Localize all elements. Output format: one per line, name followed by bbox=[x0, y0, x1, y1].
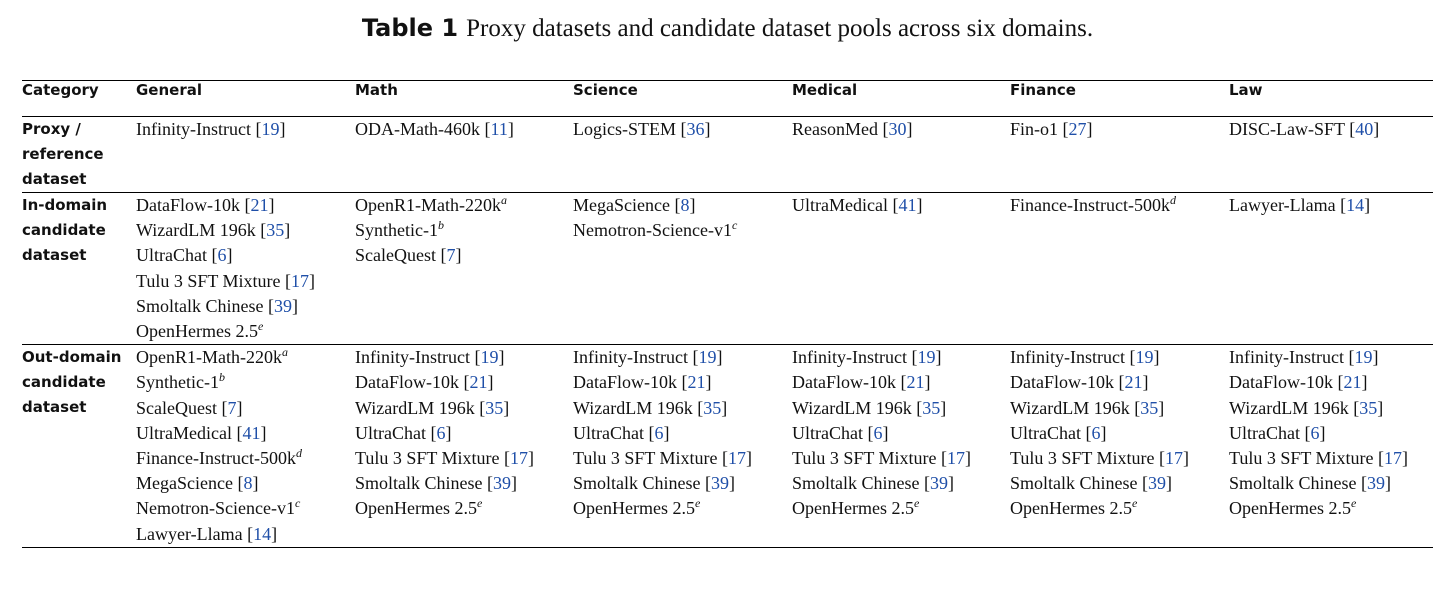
header-medical: Medical bbox=[792, 81, 1010, 117]
dataset-entry: UltraMedical [41] bbox=[136, 422, 267, 443]
dataset-entry: ScaleQuest [7] bbox=[136, 397, 243, 418]
datasets-table bbox=[22, 80, 1433, 548]
dataset-entry bbox=[136, 496, 355, 521]
dataset-entry bbox=[1010, 496, 1229, 521]
footnote-marker: e bbox=[1350, 496, 1357, 511]
category-line: Out-domain bbox=[22, 348, 122, 367]
dataset-entry: DISC-Law-SFT [40] bbox=[1229, 119, 1380, 139]
cell-medical bbox=[792, 117, 1010, 193]
cell-general bbox=[136, 345, 355, 548]
dataset-entry: UltraChat [6] bbox=[355, 422, 452, 443]
dataset-name: DataFlow-10k bbox=[355, 372, 459, 393]
dataset-entry: DataFlow-10k [21] bbox=[355, 372, 494, 393]
dataset-entry: Infinity-Instruct [19] bbox=[792, 347, 942, 368]
dataset-name: Finance-Instruct-500k bbox=[136, 448, 296, 469]
dataset-name: OpenR1-Math-220k bbox=[355, 195, 501, 215]
dataset-entry: Fin-o1 [27] bbox=[1010, 119, 1093, 139]
citation-link[interactable]: 17 bbox=[947, 448, 966, 469]
cell-finance bbox=[1010, 117, 1229, 193]
dataset-entry: Lawyer-Llama [14] bbox=[1229, 195, 1371, 215]
citation-link[interactable]: 19 bbox=[1135, 347, 1154, 368]
dataset-entry: WizardLM 196k [35] bbox=[573, 397, 728, 418]
citation-link[interactable]: 39 bbox=[493, 473, 511, 494]
in-domain-row bbox=[22, 193, 1433, 345]
dataset-entry: DataFlow-10k [21] bbox=[792, 372, 931, 393]
dataset-entry: WizardLM 196k [35] bbox=[792, 397, 947, 418]
header-row bbox=[22, 81, 1433, 117]
dataset-name: Nemotron-Science-v1 bbox=[136, 498, 295, 519]
cell-science bbox=[573, 345, 792, 548]
category-cell bbox=[22, 345, 136, 548]
dataset-name: OpenHermes 2.5 bbox=[136, 321, 258, 342]
citation-link[interactable]: 6 bbox=[1310, 422, 1320, 443]
dataset-entry: DataFlow-10k [21] bbox=[573, 372, 712, 393]
citation-link[interactable]: 14 bbox=[253, 523, 272, 544]
dataset-name: Infinity-Instruct bbox=[1010, 347, 1125, 368]
dataset-name: Infinity-Instruct bbox=[792, 347, 907, 368]
footnote-marker: e bbox=[257, 319, 264, 334]
dataset-name: ScaleQuest bbox=[136, 397, 217, 418]
proxy-reference-row bbox=[22, 117, 1433, 193]
dataset-name: Finance-Instruct-500k bbox=[1010, 195, 1170, 215]
footnote-marker: e bbox=[476, 496, 483, 511]
header-math: Math bbox=[355, 81, 573, 117]
dataset-name: UltraChat bbox=[573, 422, 644, 443]
caption-text: Proxy datasets and candidate dataset pools across six domains. bbox=[466, 15, 1094, 42]
footnote-marker: a bbox=[500, 193, 507, 207]
dataset-entry: UltraChat [6] bbox=[792, 422, 889, 443]
footnote-marker: b bbox=[219, 370, 225, 385]
citation-link[interactable]: 21 bbox=[1124, 372, 1143, 393]
dataset-name: Nemotron-Science-v1 bbox=[573, 220, 732, 241]
dataset-name: OpenHermes 2.5 bbox=[573, 498, 695, 519]
cell-math bbox=[355, 193, 573, 345]
dataset-name: Synthetic-1 bbox=[136, 372, 219, 393]
header-finance: Finance bbox=[1010, 81, 1229, 117]
dataset-name: UltraMedical bbox=[136, 422, 232, 443]
citation-link[interactable]: 11 bbox=[490, 119, 508, 139]
dataset-name: DISC-Law-SFT bbox=[1229, 119, 1345, 139]
dataset-name: WizardLM 196k bbox=[573, 397, 693, 418]
table-label: Table 1 bbox=[361, 14, 459, 42]
dataset-name: Tulu 3 SFT Mixture bbox=[355, 448, 500, 469]
category-line: dataset bbox=[22, 398, 87, 417]
dataset-entry: MegaScience [8] bbox=[573, 195, 696, 215]
cell-math bbox=[355, 345, 573, 548]
dataset-name: Logics-STEM bbox=[573, 119, 676, 139]
citation-link[interactable]: 39 bbox=[711, 473, 729, 494]
dataset-name: UltraChat bbox=[355, 422, 426, 443]
dataset-name: Tulu 3 SFT Mixture bbox=[573, 448, 718, 469]
citation-link[interactable]: 6 bbox=[1091, 422, 1101, 443]
citation-link[interactable]: 19 bbox=[1354, 347, 1373, 368]
dataset-entry: WizardLM 196k [35] bbox=[1229, 397, 1384, 418]
dataset-entry: Tulu 3 SFT Mixture [17] bbox=[355, 448, 535, 469]
dataset-entry bbox=[1010, 193, 1229, 218]
citation-link[interactable]: 19 bbox=[261, 119, 280, 139]
dataset-entry: WizardLM 196k [35] bbox=[1010, 397, 1165, 418]
dataset-name: UltraChat bbox=[1010, 422, 1081, 443]
dataset-name: Fin-o1 bbox=[1010, 119, 1059, 139]
category-line: Proxy / bbox=[22, 120, 81, 138]
footnote-marker: d bbox=[1169, 193, 1176, 207]
citation-link[interactable]: 17 bbox=[510, 448, 529, 469]
dataset-name: Synthetic-1 bbox=[355, 220, 438, 241]
dataset-entry: Infinity-Instruct [19] bbox=[573, 347, 723, 368]
dataset-name: DataFlow-10k bbox=[792, 372, 896, 393]
dataset-entry bbox=[355, 496, 573, 521]
dataset-name: Tulu 3 SFT Mixture bbox=[1229, 448, 1374, 469]
dataset-name: OpenR1-Math-220k bbox=[136, 347, 282, 368]
citation-link[interactable]: 7 bbox=[227, 397, 237, 418]
cell-law bbox=[1229, 117, 1433, 193]
dataset-name: WizardLM 196k bbox=[1010, 397, 1130, 418]
dataset-name: Smoltalk Chinese bbox=[1229, 473, 1357, 494]
dataset-entry bbox=[136, 370, 355, 395]
dataset-entry: Smoltalk Chinese [39] bbox=[1229, 473, 1391, 494]
category-line: candidate bbox=[22, 221, 106, 239]
dataset-entry: DataFlow-10k [21] bbox=[1010, 372, 1149, 393]
dataset-name: OpenHermes 2.5 bbox=[792, 498, 914, 519]
citation-link[interactable]: 17 bbox=[1165, 448, 1184, 469]
citation-link[interactable]: 8 bbox=[680, 195, 690, 215]
dataset-name: DataFlow-10k bbox=[1010, 372, 1114, 393]
citation-link[interactable]: 6 bbox=[873, 422, 883, 443]
category-line: dataset bbox=[22, 246, 87, 264]
dataset-entry: DataFlow-10k [21] bbox=[1229, 372, 1368, 393]
dataset-name: OpenHermes 2.5 bbox=[1229, 498, 1351, 519]
cell-math bbox=[355, 117, 573, 193]
dataset-entry: Infinity-Instruct [19] bbox=[1229, 347, 1379, 368]
dataset-entry: UltraChat [6] bbox=[1229, 422, 1326, 443]
dataset-name: Smoltalk Chinese bbox=[136, 295, 264, 316]
dataset-entry bbox=[355, 218, 573, 243]
dataset-name: Infinity-Instruct bbox=[1229, 347, 1344, 368]
dataset-name: Smoltalk Chinese bbox=[1010, 473, 1138, 494]
dataset-name: Smoltalk Chinese bbox=[355, 473, 483, 494]
citation-link[interactable]: 35 bbox=[922, 397, 941, 418]
citation-link[interactable]: 39 bbox=[274, 295, 292, 316]
dataset-name: UltraChat bbox=[792, 422, 863, 443]
citation-link[interactable]: 21 bbox=[250, 195, 269, 215]
cell-finance bbox=[1010, 193, 1229, 345]
footnote-marker: e bbox=[913, 496, 920, 511]
dataset-entry: Tulu 3 SFT Mixture [17] bbox=[792, 448, 972, 469]
footnote-marker: e bbox=[694, 496, 701, 511]
citation-link[interactable]: 6 bbox=[217, 245, 227, 266]
dataset-name: Tulu 3 SFT Mixture bbox=[136, 270, 281, 291]
dataset-entry bbox=[355, 193, 573, 218]
cell-law bbox=[1229, 193, 1433, 345]
category-line: dataset bbox=[22, 170, 87, 188]
footnote-marker: d bbox=[295, 446, 302, 461]
dataset-name: ODA-Math-460k bbox=[355, 119, 480, 139]
dataset-name: WizardLM 196k bbox=[136, 220, 256, 241]
citation-link[interactable]: 41 bbox=[898, 195, 917, 215]
header-category: Category bbox=[22, 81, 136, 117]
citation-link[interactable]: 19 bbox=[917, 347, 936, 368]
category-line: reference bbox=[22, 145, 104, 163]
dataset-entry: MegaScience [8] bbox=[136, 473, 259, 494]
category-cell bbox=[22, 117, 136, 193]
dataset-name: ReasonMed bbox=[792, 119, 878, 139]
dataset-name: WizardLM 196k bbox=[792, 397, 912, 418]
citation-link[interactable]: 35 bbox=[703, 397, 722, 418]
dataset-entry: WizardLM 196k [35] bbox=[355, 397, 510, 418]
dataset-entry bbox=[573, 218, 792, 243]
dataset-name: Infinity-Instruct bbox=[136, 119, 251, 139]
dataset-name: Lawyer-Llama bbox=[1229, 195, 1336, 215]
dataset-entry: Smoltalk Chinese [39] bbox=[792, 473, 954, 494]
dataset-entry: DataFlow-10k [21] bbox=[136, 195, 275, 215]
citation-link[interactable]: 35 bbox=[1359, 397, 1378, 418]
citation-link[interactable]: 40 bbox=[1355, 119, 1374, 139]
citation-link[interactable]: 6 bbox=[436, 422, 446, 443]
dataset-name: UltraMedical bbox=[792, 195, 888, 215]
citation-link[interactable]: 14 bbox=[1346, 195, 1365, 215]
dataset-entry: Smoltalk Chinese [39] bbox=[136, 295, 298, 316]
citation-link[interactable]: 17 bbox=[728, 448, 747, 469]
cell-general bbox=[136, 193, 355, 345]
dataset-name: WizardLM 196k bbox=[355, 397, 475, 418]
dataset-name: UltraChat bbox=[1229, 422, 1300, 443]
cell-science bbox=[573, 193, 792, 345]
dataset-name: DataFlow-10k bbox=[136, 195, 240, 215]
dataset-name: Infinity-Instruct bbox=[573, 347, 688, 368]
citation-link[interactable]: 35 bbox=[266, 220, 285, 241]
dataset-name: Tulu 3 SFT Mixture bbox=[1010, 448, 1155, 469]
dataset-entry: WizardLM 196k [35] bbox=[136, 220, 291, 241]
dataset-name: MegaScience bbox=[573, 195, 670, 215]
citation-link[interactable]: 36 bbox=[686, 119, 705, 139]
cell-general bbox=[136, 117, 355, 193]
dataset-name: OpenHermes 2.5 bbox=[1010, 498, 1132, 519]
dataset-entry bbox=[792, 496, 1010, 521]
dataset-entry: Smoltalk Chinese [39] bbox=[1010, 473, 1172, 494]
citation-link[interactable]: 17 bbox=[1384, 448, 1403, 469]
out-domain-row bbox=[22, 345, 1433, 548]
dataset-entry: Logics-STEM [36] bbox=[573, 119, 711, 139]
citation-link[interactable]: 39 bbox=[930, 473, 948, 494]
citation-link[interactable]: 41 bbox=[242, 422, 261, 443]
category-line: In-domain bbox=[22, 196, 108, 214]
cell-medical bbox=[792, 193, 1010, 345]
citation-link[interactable]: 30 bbox=[888, 119, 907, 139]
citation-link[interactable]: 8 bbox=[243, 473, 253, 494]
dataset-entry: UltraChat [6] bbox=[573, 422, 670, 443]
dataset-name: Lawyer-Llama bbox=[136, 523, 243, 544]
dataset-entry: Tulu 3 SFT Mixture [17] bbox=[1229, 448, 1409, 469]
dataset-name: Smoltalk Chinese bbox=[573, 473, 701, 494]
citation-link[interactable]: 21 bbox=[469, 372, 488, 393]
header-law: Law bbox=[1229, 81, 1433, 117]
dataset-entry: Infinity-Instruct [19] bbox=[355, 347, 505, 368]
footnote-marker: b bbox=[438, 218, 444, 233]
citation-link[interactable]: 35 bbox=[485, 397, 504, 418]
dataset-name: Infinity-Instruct bbox=[355, 347, 470, 368]
dataset-entry: ODA-Math-460k [11] bbox=[355, 119, 514, 139]
cell-finance bbox=[1010, 345, 1229, 548]
citation-link[interactable]: 39 bbox=[1367, 473, 1385, 494]
dataset-entry: Smoltalk Chinese [39] bbox=[355, 473, 517, 494]
citation-link[interactable]: 7 bbox=[446, 245, 456, 266]
dataset-name: Smoltalk Chinese bbox=[792, 473, 920, 494]
dataset-entry bbox=[136, 345, 355, 370]
dataset-entry: Infinity-Instruct [19] bbox=[136, 119, 286, 139]
citation-link[interactable]: 21 bbox=[1343, 372, 1362, 393]
cell-law bbox=[1229, 345, 1433, 548]
citation-link[interactable]: 21 bbox=[906, 372, 925, 393]
dataset-entry: Infinity-Instruct [19] bbox=[1010, 347, 1160, 368]
dataset-entry: UltraMedical [41] bbox=[792, 195, 923, 215]
dataset-entry: UltraChat [6] bbox=[136, 245, 233, 266]
dataset-name: UltraChat bbox=[136, 245, 207, 266]
dataset-name: ScaleQuest bbox=[355, 245, 436, 266]
citation-link[interactable]: 17 bbox=[291, 270, 310, 291]
citation-link[interactable]: 19 bbox=[480, 347, 499, 368]
dataset-name: WizardLM 196k bbox=[1229, 397, 1349, 418]
cell-medical bbox=[792, 345, 1010, 548]
header-general: General bbox=[136, 81, 355, 117]
dataset-entry: ScaleQuest [7] bbox=[355, 245, 462, 266]
dataset-name: MegaScience bbox=[136, 473, 233, 494]
footnote-marker: c bbox=[731, 218, 738, 233]
citation-link[interactable]: 39 bbox=[1148, 473, 1166, 494]
cell-science bbox=[573, 117, 792, 193]
citation-link[interactable]: 19 bbox=[698, 347, 717, 368]
dataset-entry bbox=[136, 319, 355, 344]
citation-link[interactable]: 35 bbox=[1140, 397, 1159, 418]
footnote-marker: c bbox=[294, 496, 301, 511]
dataset-entry bbox=[1229, 496, 1433, 521]
header-science: Science bbox=[573, 81, 792, 117]
dataset-entry: Tulu 3 SFT Mixture [17] bbox=[573, 448, 753, 469]
dataset-entry bbox=[136, 446, 355, 471]
dataset-name: DataFlow-10k bbox=[573, 372, 677, 393]
dataset-entry: Tulu 3 SFT Mixture [17] bbox=[136, 270, 316, 291]
citation-link[interactable]: 27 bbox=[1068, 119, 1087, 139]
category-line: candidate bbox=[22, 373, 106, 392]
dataset-entry: ReasonMed [30] bbox=[792, 119, 913, 139]
dataset-entry: Tulu 3 SFT Mixture [17] bbox=[1010, 448, 1190, 469]
dataset-entry: Smoltalk Chinese [39] bbox=[573, 473, 735, 494]
table-caption bbox=[0, 14, 1455, 43]
citation-link[interactable]: 21 bbox=[687, 372, 706, 393]
dataset-entry: Lawyer-Llama [14] bbox=[136, 523, 278, 544]
citation-link[interactable]: 6 bbox=[654, 422, 664, 443]
category-cell bbox=[22, 193, 136, 345]
footnote-marker: a bbox=[281, 345, 288, 360]
footnote-marker: e bbox=[1131, 496, 1138, 511]
dataset-entry bbox=[573, 496, 792, 521]
dataset-name: DataFlow-10k bbox=[1229, 372, 1333, 393]
dataset-name: Tulu 3 SFT Mixture bbox=[792, 448, 937, 469]
dataset-entry: UltraChat [6] bbox=[1010, 422, 1107, 443]
dataset-name: OpenHermes 2.5 bbox=[355, 498, 477, 519]
